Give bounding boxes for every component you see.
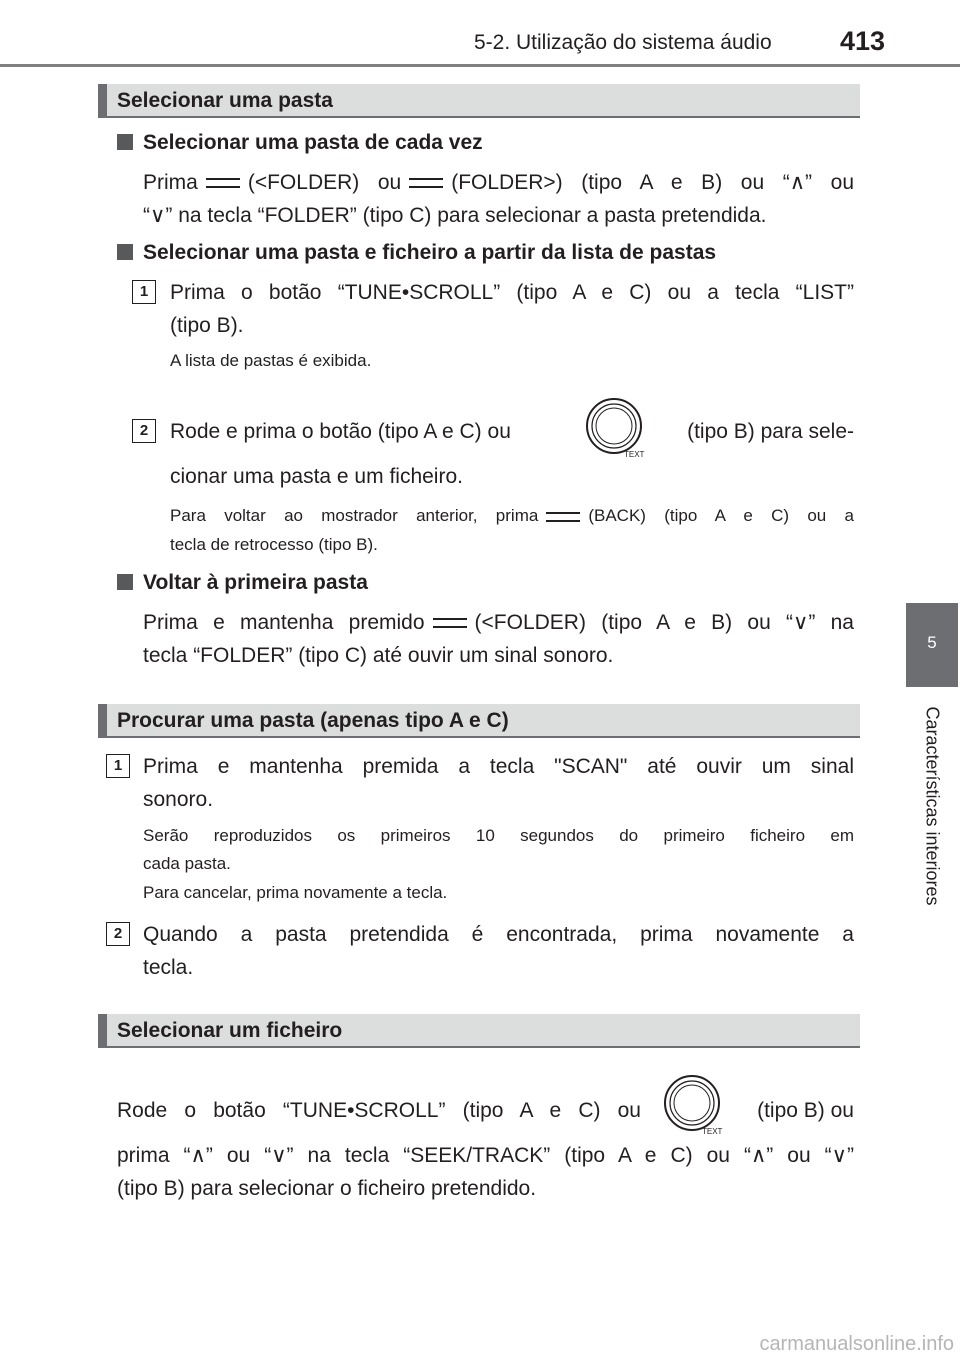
step-2-text-cont: cionar uma pasta e um ficheiro. [170,465,463,488]
square-bullet-icon [117,574,133,590]
tune-knob-icon [584,396,648,460]
step-2-note-cont: tecla de retrocesso (tipo B). [170,535,378,554]
folder-prev-button-icon [433,618,467,628]
svg-text:TEXT: TEXT [702,1127,723,1136]
step-number-2: 2 [106,922,130,946]
step-1-text: Prima o botão “TUNE•SCROLL” (tipo A e C) ou a tecla “LIST” [170,281,854,304]
square-bullet-icon [117,134,133,150]
page-header [0,0,960,66]
file-text-d: (tipo B) para selecionar o ficheiro pretendido. [117,1177,537,1200]
back-button-icon [546,512,580,522]
scan-note-line-2: cada pasta. [143,854,231,873]
file-text-a: Rode o botão “TUNE•SCROLL” (tipo A e C) ou [117,1099,641,1122]
chapter-title: 5-2. Utilização do sistema áudio [474,31,772,54]
step-number-2: 2 [132,419,156,443]
step-number-1: 1 [132,280,156,304]
step-2-text-a: Rode e prima o botão (tipo A e C) ou [170,420,511,443]
step-2-note: Para voltar ao mostrador anterior, prima (BACK) (tipo A e C) ou a [170,506,854,525]
section-header-select-folder: Selecionar uma pasta [98,84,860,118]
step-2-text-b: (tipo B) para sele- [687,420,854,443]
step-1-text-cont: (tipo B). [170,314,244,337]
paragraph-folder-at-a-time: Prima (<FOLDER) ou (FOLDER>) (tipo A e B) ou “∧” ou [143,171,854,194]
page-number: 413 [840,26,886,56]
chapter-tab-number: 5 [927,633,937,652]
paragraph-first-folder-cont: tecla “FOLDER” (tipo C) até ouvir um sinal sonoro. [143,644,614,667]
svg-text:TEXT: TEXT [624,450,645,459]
folder-prev-button-icon [206,178,240,188]
step-1-note: A lista de pastas é exibida. [170,351,372,370]
scan-note-line-1: Serão reproduzidos os primeiros 10 segundos do primeiro ficheiro em [143,826,854,845]
paragraph-folder-at-a-time-cont: “∨” na tecla “FOLDER” (tipo C) para selecionar a pasta pretendida. [143,204,767,227]
scan-step-2-text: Quando a pasta pretendida é encontrada, prima novamente a [143,923,854,946]
chapter-tab [906,603,958,687]
subheading-folder-at-a-time: Selecionar uma pasta de cada vez [117,131,483,155]
file-text-c: prima “∧” ou “∨” na tecla “SEEK/TRACK” (tipo A e C) ou “∧” ou “∨” [117,1144,854,1167]
scan-step-2-text-cont: tecla. [143,956,194,979]
square-bullet-icon [117,244,133,260]
step-number-1: 1 [106,754,130,778]
header-divider [0,64,960,67]
scan-step-1-text: Prima e mantenha premida a tecla "SCAN" até ouvir um sinal [143,755,854,778]
paragraph-first-folder: Prima e mantenha premido (<FOLDER) (tipo A e B) ou “∨” na [143,611,854,634]
file-text-b: (tipo B) ou [757,1099,854,1122]
watermark: carmanualsonline.info [759,1333,954,1355]
section-header-search-folder: Procurar uma pasta (apenas tipo A e C) [98,704,860,738]
tune-knob-icon [662,1073,726,1137]
subheading-folder-list: Selecionar uma pasta e ficheiro a partir da lista de pastas [117,241,716,265]
folder-next-button-icon [409,178,443,188]
section-header-select-file: Selecionar um ficheiro [98,1014,860,1048]
scan-step-1-text-cont: sonoro. [143,788,214,811]
subheading-first-folder: Voltar à primeira pasta [117,571,368,595]
scan-note-line-3: Para cancelar, prima novamente a tecla. [143,883,448,902]
